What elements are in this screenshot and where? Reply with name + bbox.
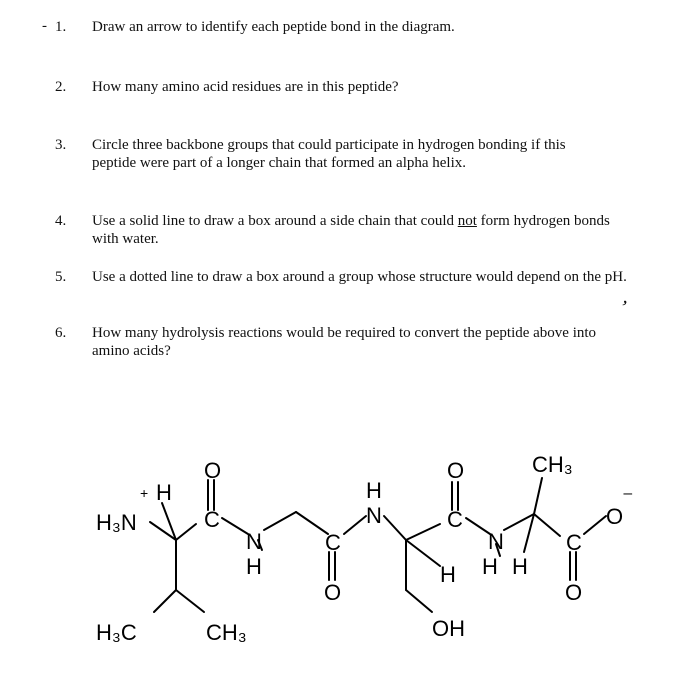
question-number: 5. [55, 269, 67, 285]
bond-calpha4-methyl [534, 478, 542, 514]
bond-to-methyl-right [176, 590, 204, 612]
carbonyl-c2-label: C [325, 530, 341, 555]
bond-calpha1-c1 [176, 524, 196, 540]
question-text: How many hydrolysis reactions would be required to convert the peptide above into amino acids? [92, 325, 597, 359]
question-number: 6. [55, 325, 67, 341]
carbonyl-c3-label: C [447, 507, 463, 532]
bond-calpha4-carboxyl [534, 514, 560, 536]
carboxyl-o-minus-label: O [606, 504, 624, 529]
methyl-right-label: CH₃ [206, 620, 247, 645]
question-number: 1. [55, 19, 67, 35]
bond-n1-ch2 [264, 512, 296, 530]
bond-calpha4-h [524, 514, 534, 552]
amide-n2-label: N [366, 503, 382, 528]
question-text: Draw an arrow to identify each peptide bond in the diagram. [92, 19, 455, 35]
alpha-h3-label: H [440, 562, 456, 587]
stray-pen-mark: , [621, 285, 632, 309]
alpha-h4-label: H [512, 554, 528, 579]
question-number: 4. [55, 213, 67, 229]
n-terminus-label: H₃N [96, 510, 137, 535]
carboxyl-c-label: C [566, 530, 582, 555]
bond-calpha3-c3 [406, 524, 440, 540]
question-number: 3. [55, 137, 67, 153]
bond-ch2-c2 [296, 512, 328, 534]
bond-c1-n1 [222, 518, 248, 534]
bond-ch2-oh [406, 590, 432, 612]
bond-to-methyl-left [154, 590, 176, 612]
carbonyl-c1-label: C [204, 507, 220, 532]
question-text-part: Use a solid line to draw a box around a side chain that could [92, 213, 458, 229]
methyl-left-label: H₃C [96, 620, 137, 645]
amide-h2-label: H [366, 478, 382, 503]
amide-n3-label: N [488, 529, 504, 554]
bond-n2-calpha3 [384, 516, 406, 540]
carboxyl-charge-label: ⁻ [622, 485, 634, 510]
amide-h1-label: H [246, 554, 262, 579]
underlined-word: not [457, 213, 477, 229]
amide-n1-label: N [246, 529, 262, 554]
bond-calpha3-h [406, 540, 440, 566]
q1-tick-mark: - [42, 18, 47, 34]
bond-c3-n3 [466, 518, 490, 534]
carbonyl-o1-label: O [204, 458, 222, 483]
methyl-top-label: CH₃ [532, 452, 573, 477]
amide-h3-label: H [482, 554, 498, 579]
question-text-part: form hydrogen bonds with water. [92, 213, 610, 247]
hydroxyl-label: OH [432, 616, 465, 641]
bond-c2-n2 [344, 516, 366, 534]
question-text: Use a dotted line to draw a box around a group whose structure would depend on the pH. [92, 269, 627, 285]
carboxyl-o-bottom-label: O [565, 580, 583, 605]
bond-carboxyl-ominus [584, 516, 606, 534]
n-charge-label: + [140, 485, 149, 501]
question-number: 2. [55, 79, 67, 95]
n-terminal-h-label: H [156, 480, 172, 505]
carbonyl-o3-label: O [447, 458, 465, 483]
question-text: Circle three backbone groups that could participate in hydrogen bonding if this peptide were part of a longer chain that formed an alpha helix. [92, 137, 566, 171]
carbonyl-o2-label: O [324, 580, 342, 605]
question-text: How many amino acid residues are in this peptide? [92, 79, 399, 95]
